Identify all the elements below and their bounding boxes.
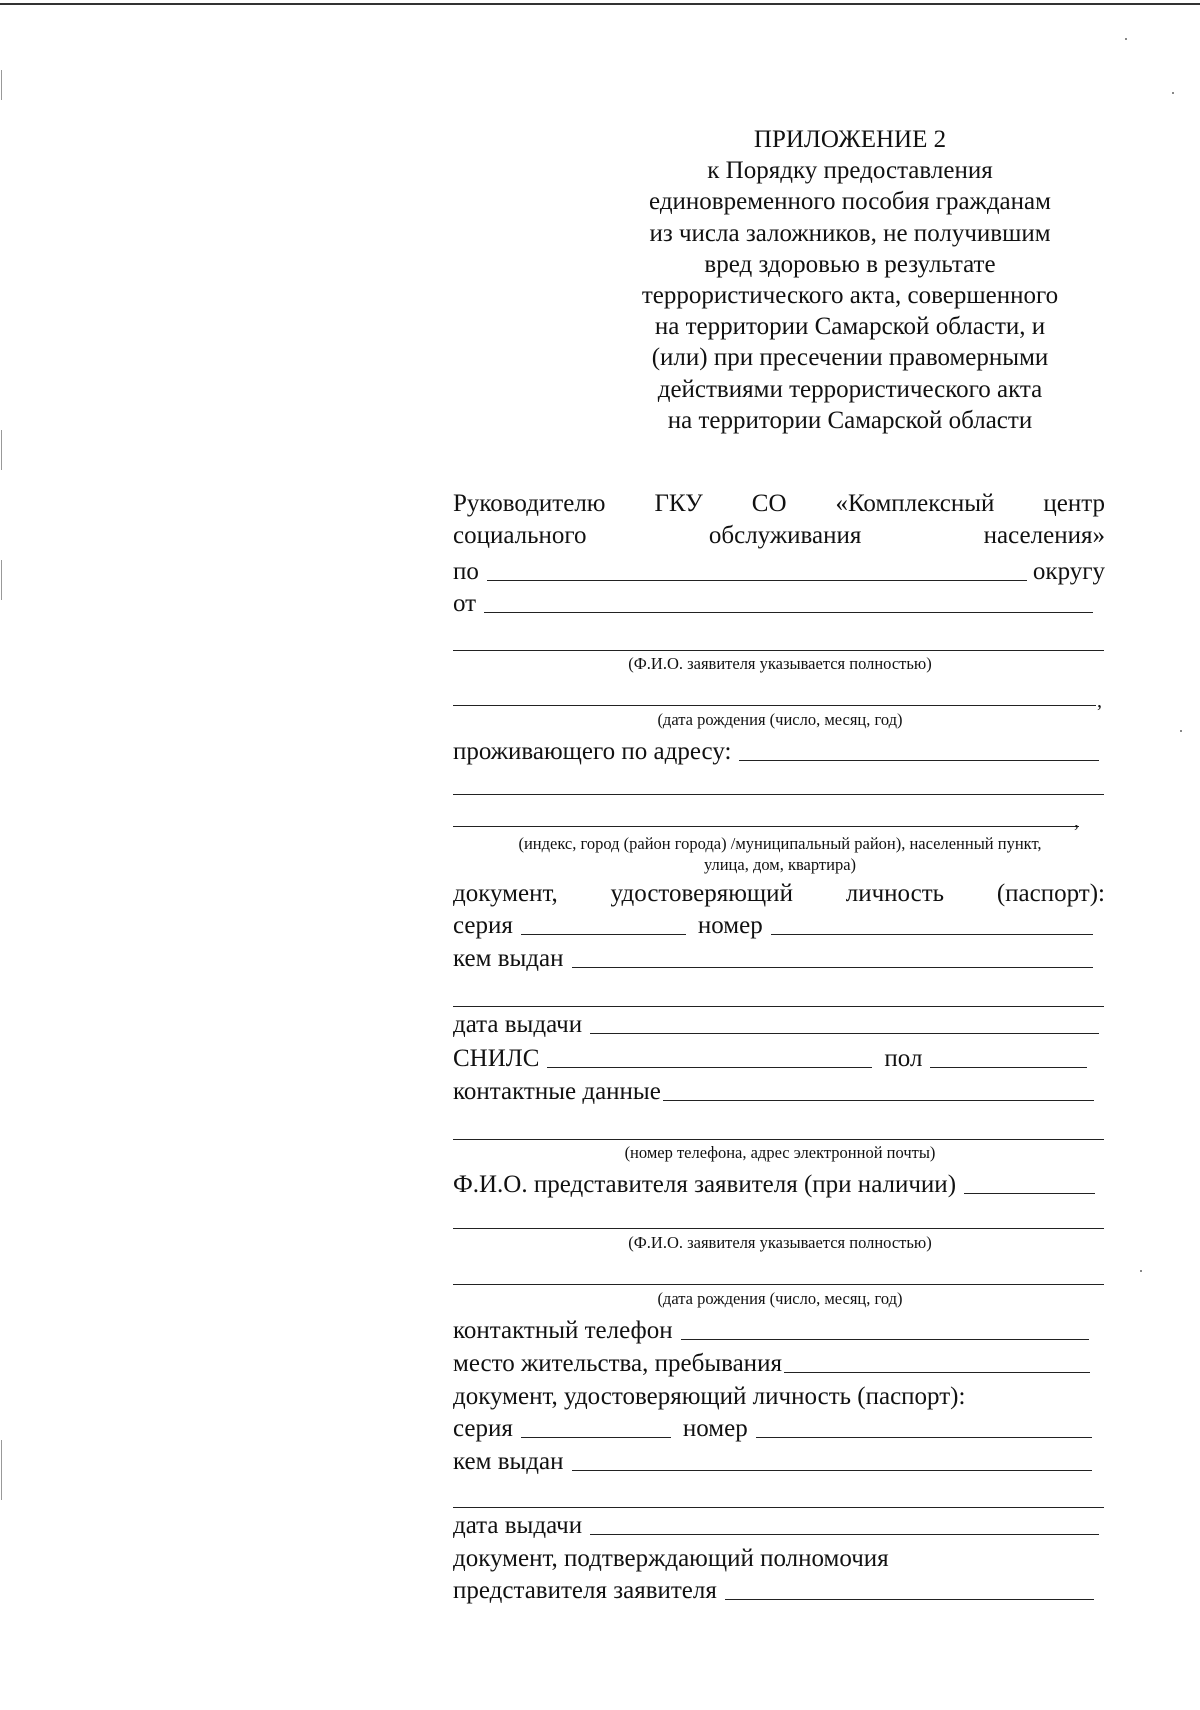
addressee-word: центр — [1043, 490, 1105, 517]
district-suffix: округу — [1032, 558, 1105, 585]
addressee-word: населения» — [983, 522, 1105, 549]
authority-doc-label: представителя заявителя — [453, 1577, 717, 1604]
applicant-issued-row — [453, 940, 1099, 974]
district-prefix: по — [453, 558, 479, 585]
appendix-subtitle-line: на территории Самарской области — [667, 406, 1033, 434]
series-label: серия — [453, 912, 513, 939]
issue-date-label: дата выдачи — [453, 1512, 583, 1539]
doc-word: личность — [845, 880, 945, 907]
doc-word: (паспорт): — [996, 880, 1105, 907]
representative-fio-field[interactable] — [964, 1187, 1095, 1194]
appendix-subtitle-line: единовременного пособия гражданам — [649, 188, 1051, 216]
contacts-field-line[interactable] — [453, 1139, 1104, 1140]
from-row — [453, 585, 1099, 619]
snils-field[interactable] — [547, 1061, 872, 1068]
appendix-header — [600, 124, 1100, 436]
representative-birthdate-field[interactable] — [453, 1284, 1104, 1285]
representative-fio-row — [453, 1166, 1101, 1200]
applicant-name-field-line[interactable] — [453, 650, 1104, 651]
address-field-line[interactable] — [453, 794, 1104, 795]
applicant-id-doc-label — [453, 880, 1105, 908]
address-caption: (индекс, город (район города) /муниципальный район), населенный пункт, — [518, 834, 1042, 853]
number-label: номер — [697, 912, 763, 939]
representative-issue-date-row — [453, 1507, 1105, 1541]
snils-label: СНИЛС — [453, 1045, 540, 1072]
scan-top-border — [0, 3, 1200, 5]
representative-id-doc-label: документ, удостоверяющий личность (паспорт): — [453, 1383, 966, 1410]
authority-doc-field[interactable] — [725, 1593, 1094, 1600]
scan-speck — [1125, 38, 1127, 40]
authority-doc-row-2 — [453, 1572, 1100, 1606]
addressee-word: социального — [453, 522, 587, 549]
address-label: проживающего по адресу: — [453, 738, 732, 765]
contact-phone-label: контактный телефон — [453, 1317, 673, 1344]
series-label: серия — [453, 1415, 513, 1442]
scan-edge-mark — [1, 430, 2, 470]
address-row — [453, 733, 1105, 767]
issue-date-field[interactable] — [590, 1528, 1099, 1535]
issue-date-label: дата выдачи — [453, 1011, 583, 1038]
addressee-line-2 — [453, 522, 1105, 550]
doc-word: документ, — [453, 880, 558, 907]
address-field[interactable] — [739, 754, 1099, 761]
representative-fio-label: Ф.И.О. представителя заявителя (при наличии) — [453, 1171, 957, 1198]
gender-field[interactable] — [930, 1061, 1087, 1068]
contacts-field[interactable] — [663, 1094, 1094, 1101]
authority-doc-row — [453, 1540, 1105, 1574]
number-field[interactable] — [756, 1431, 1092, 1438]
appendix-subtitle-line: террористического акта, совершенного — [641, 282, 1059, 310]
residence-field[interactable] — [784, 1366, 1090, 1373]
representative-phone-row — [453, 1312, 1095, 1346]
applicant-birthdate-caption: (дата рождения (число, месяц, год) — [657, 710, 903, 729]
issued-by-label: кем выдан — [453, 1448, 564, 1475]
addressee-line-1 — [453, 490, 1105, 518]
gender-label: пол — [884, 1045, 923, 1072]
issue-date-field[interactable] — [590, 1027, 1099, 1034]
appendix-subtitle-line: к Порядку предоставления — [707, 157, 993, 185]
appendix-subtitle-line: действиями террористического акта — [657, 375, 1043, 403]
issued-by-field[interactable] — [572, 961, 1094, 968]
appendix-subtitle-line: на территории Самарской области, и — [654, 313, 1046, 341]
issued-by-field[interactable] — [572, 1464, 1093, 1471]
contacts-row — [453, 1073, 1100, 1107]
contacts-label: контактные данные — [453, 1078, 661, 1105]
residence-label: место жительства, пребывания — [453, 1350, 782, 1377]
applicant-birthdate-field[interactable] — [453, 705, 1096, 706]
appendix-subtitle-line: из числа заложников, не получившим — [649, 219, 1051, 247]
applicant-passport-row — [453, 907, 1099, 941]
district-field[interactable] — [487, 574, 1027, 581]
address-field-line[interactable] — [453, 826, 1079, 827]
representative-birthdate-caption: (дата рождения (число, месяц, год) — [657, 1289, 903, 1308]
scan-edge-mark — [1, 560, 2, 600]
series-field[interactable] — [521, 1431, 671, 1438]
number-field[interactable] — [771, 928, 1093, 935]
district-row — [453, 553, 1105, 587]
doc-word: удостоверяющий — [610, 880, 793, 907]
contact-phone-field[interactable] — [681, 1333, 1089, 1340]
applicant-fio-caption: (Ф.И.О. заявителя указывается полностью) — [628, 654, 932, 673]
snils-row — [453, 1040, 1093, 1074]
comma: , — [1074, 810, 1079, 832]
representative-fio-field-line[interactable] — [453, 1228, 1104, 1229]
contacts-caption: (номер телефона, адрес электронной почты) — [624, 1143, 936, 1162]
series-field[interactable] — [521, 928, 686, 935]
scan-speck — [1140, 1270, 1142, 1272]
representative-passport-row — [453, 1410, 1098, 1444]
addressee-word: обслуживания — [708, 522, 862, 549]
comma: , — [1097, 690, 1102, 712]
applicant-name-field[interactable] — [484, 606, 1093, 613]
representative-fio-caption: (Ф.И.О. заявителя указывается полностью) — [628, 1233, 932, 1252]
addressee-word: ГКУ — [654, 490, 703, 517]
representative-id-doc-row — [453, 1378, 1105, 1412]
scan-edge-mark — [1, 70, 2, 100]
authority-doc-label: документ, подтверждающий полномочия — [453, 1545, 889, 1572]
from-label: от — [453, 590, 477, 617]
appendix-title: ПРИЛОЖЕНИЕ 2 — [753, 126, 947, 153]
scan-speck — [1172, 92, 1174, 94]
scan-edge-mark — [1, 1440, 2, 1500]
addressee-word: «Комплексный — [835, 490, 995, 517]
representative-residence-row — [453, 1345, 1096, 1379]
applicant-issue-date-row — [453, 1006, 1105, 1040]
addressee-word: СО — [751, 490, 787, 517]
appendix-subtitle-line: вред здоровью в результате — [704, 250, 996, 278]
number-label: номер — [682, 1415, 748, 1442]
issued-by-label: кем выдан — [453, 945, 564, 972]
address-caption: улица, дом, квартира) — [703, 855, 857, 874]
appendix-subtitle-line: (или) при пресечении правомерными — [651, 344, 1049, 372]
scan-speck — [1180, 730, 1182, 732]
representative-issued-row — [453, 1443, 1098, 1477]
addressee-word: Руководителю — [453, 490, 606, 517]
